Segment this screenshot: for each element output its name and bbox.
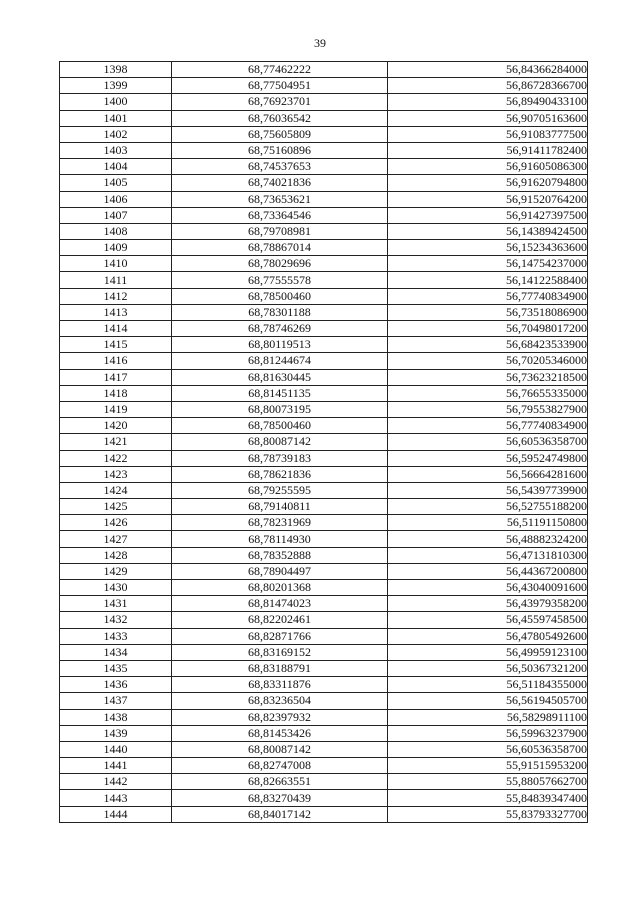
y-coordinate-cell: 56,54397739900 — [388, 482, 588, 498]
point-number-cell: 1425 — [60, 499, 172, 515]
y-coordinate-cell: 56,84366284000 — [388, 62, 588, 78]
y-coordinate-cell: 56,70205346000 — [388, 353, 588, 369]
point-number-cell: 1398 — [60, 62, 172, 78]
table-row — [60, 159, 588, 175]
table-row — [60, 580, 588, 596]
table-row — [60, 353, 588, 369]
y-coordinate-cell: 56,90705163600 — [388, 110, 588, 126]
x-coordinate-cell: 68,82871766 — [172, 628, 388, 644]
table-row — [60, 612, 588, 628]
y-coordinate-cell: 56,15234363600 — [388, 240, 588, 256]
table-row — [60, 256, 588, 272]
x-coordinate-cell: 68,74537653 — [172, 159, 388, 175]
y-coordinate-cell: 56,43040091600 — [388, 580, 588, 596]
point-number-cell: 1415 — [60, 337, 172, 353]
x-coordinate-cell: 68,82747008 — [172, 758, 388, 774]
x-coordinate-cell: 68,83169152 — [172, 644, 388, 660]
x-coordinate-cell: 68,81474023 — [172, 596, 388, 612]
page-number: 39 — [314, 36, 326, 50]
table-row — [60, 434, 588, 450]
table-row — [60, 709, 588, 725]
y-coordinate-cell: 56,91520764200 — [388, 191, 588, 207]
y-coordinate-cell: 56,58298911100 — [388, 709, 588, 725]
point-number-cell: 1428 — [60, 547, 172, 563]
point-number-cell: 1420 — [60, 418, 172, 434]
y-coordinate-cell: 56,56664281600 — [388, 466, 588, 482]
y-coordinate-cell: 56,76655335000 — [388, 385, 588, 401]
table-row — [60, 466, 588, 482]
table-row — [60, 628, 588, 644]
table-row — [60, 482, 588, 498]
y-coordinate-cell: 56,14389424500 — [388, 223, 588, 239]
y-coordinate-cell: 56,91083777500 — [388, 126, 588, 142]
point-number-cell: 1407 — [60, 207, 172, 223]
x-coordinate-cell: 68,78739183 — [172, 450, 388, 466]
point-number-cell: 1444 — [60, 806, 172, 822]
x-coordinate-cell: 68,78029696 — [172, 256, 388, 272]
x-coordinate-cell: 68,73364546 — [172, 207, 388, 223]
y-coordinate-cell: 56,77740834900 — [388, 288, 588, 304]
x-coordinate-cell: 68,80087142 — [172, 434, 388, 450]
x-coordinate-cell: 68,78500460 — [172, 418, 388, 434]
table-row — [60, 515, 588, 531]
y-coordinate-cell: 56,59524749800 — [388, 450, 588, 466]
point-number-cell: 1414 — [60, 321, 172, 337]
x-coordinate-cell: 68,76036542 — [172, 110, 388, 126]
point-number-cell: 1421 — [60, 434, 172, 450]
x-coordinate-cell: 68,81451135 — [172, 385, 388, 401]
x-coordinate-cell: 68,79255595 — [172, 482, 388, 498]
table-row — [60, 418, 588, 434]
table-row — [60, 563, 588, 579]
table-row — [60, 450, 588, 466]
table-row — [60, 78, 588, 94]
y-coordinate-cell: 56,68423533900 — [388, 337, 588, 353]
x-coordinate-cell: 68,78867014 — [172, 240, 388, 256]
point-number-cell: 1402 — [60, 126, 172, 142]
x-coordinate-cell: 68,82202461 — [172, 612, 388, 628]
table-row — [60, 660, 588, 676]
y-coordinate-cell: 55,83793327700 — [388, 806, 588, 822]
table-row — [60, 806, 588, 822]
point-number-cell: 1434 — [60, 644, 172, 660]
y-coordinate-cell: 56,45597458500 — [388, 612, 588, 628]
table-row — [60, 110, 588, 126]
x-coordinate-cell: 68,80201368 — [172, 580, 388, 596]
table-row — [60, 223, 588, 239]
y-coordinate-cell: 56,70498017200 — [388, 321, 588, 337]
point-number-cell: 1401 — [60, 110, 172, 126]
y-coordinate-cell: 56,91427397500 — [388, 207, 588, 223]
x-coordinate-cell: 68,78746269 — [172, 321, 388, 337]
y-coordinate-cell: 56,56194505700 — [388, 693, 588, 709]
x-coordinate-cell: 68,78904497 — [172, 563, 388, 579]
y-coordinate-cell: 56,59963237900 — [388, 725, 588, 741]
x-coordinate-cell: 68,80073195 — [172, 401, 388, 417]
table-row — [60, 191, 588, 207]
table-row — [60, 288, 588, 304]
x-coordinate-cell: 68,83311876 — [172, 677, 388, 693]
table-row — [60, 337, 588, 353]
point-number-cell: 1438 — [60, 709, 172, 725]
x-coordinate-cell: 68,81453426 — [172, 725, 388, 741]
point-number-cell: 1400 — [60, 94, 172, 110]
point-number-cell: 1406 — [60, 191, 172, 207]
x-coordinate-cell: 68,79140811 — [172, 499, 388, 515]
table-row — [60, 499, 588, 515]
point-number-cell: 1430 — [60, 580, 172, 596]
y-coordinate-cell: 56,73518086900 — [388, 304, 588, 320]
x-coordinate-cell: 68,76923701 — [172, 94, 388, 110]
table-row — [60, 677, 588, 693]
table-row — [60, 142, 588, 158]
y-coordinate-cell: 56,44367200800 — [388, 563, 588, 579]
x-coordinate-cell: 68,77462222 — [172, 62, 388, 78]
table-row — [60, 596, 588, 612]
x-coordinate-cell: 68,78500460 — [172, 288, 388, 304]
point-number-cell: 1431 — [60, 596, 172, 612]
table-row — [60, 385, 588, 401]
x-coordinate-cell: 68,81244674 — [172, 353, 388, 369]
point-number-cell: 1440 — [60, 741, 172, 757]
point-number-cell: 1416 — [60, 353, 172, 369]
point-number-cell: 1424 — [60, 482, 172, 498]
x-coordinate-cell: 68,78352888 — [172, 547, 388, 563]
point-number-cell: 1409 — [60, 240, 172, 256]
point-number-cell: 1413 — [60, 304, 172, 320]
point-number-cell: 1426 — [60, 515, 172, 531]
y-coordinate-cell: 56,14122588400 — [388, 272, 588, 288]
table-row — [60, 62, 588, 78]
table-row — [60, 272, 588, 288]
point-number-cell: 1405 — [60, 175, 172, 191]
y-coordinate-cell: 56,73623218500 — [388, 369, 588, 385]
point-number-cell: 1410 — [60, 256, 172, 272]
point-number-cell: 1412 — [60, 288, 172, 304]
point-number-cell: 1437 — [60, 693, 172, 709]
y-coordinate-cell: 55,88057662700 — [388, 774, 588, 790]
x-coordinate-cell: 68,80119513 — [172, 337, 388, 353]
table-row — [60, 644, 588, 660]
y-coordinate-cell: 55,84839347400 — [388, 790, 588, 806]
table-row — [60, 547, 588, 563]
x-coordinate-cell: 68,78114930 — [172, 531, 388, 547]
y-coordinate-cell: 55,91515953200 — [388, 758, 588, 774]
point-number-cell: 1417 — [60, 369, 172, 385]
table-row — [60, 401, 588, 417]
point-number-cell: 1427 — [60, 531, 172, 547]
y-coordinate-cell: 56,51184355000 — [388, 677, 588, 693]
y-coordinate-cell: 56,91620794800 — [388, 175, 588, 191]
table-row — [60, 758, 588, 774]
coordinates-table — [59, 61, 588, 823]
x-coordinate-cell: 68,82397932 — [172, 709, 388, 725]
coordinates-table-body — [60, 62, 588, 823]
x-coordinate-cell: 68,77555578 — [172, 272, 388, 288]
table-row — [60, 693, 588, 709]
x-coordinate-cell: 68,83236504 — [172, 693, 388, 709]
point-number-cell: 1404 — [60, 159, 172, 175]
table-row — [60, 725, 588, 741]
x-coordinate-cell: 68,82663551 — [172, 774, 388, 790]
x-coordinate-cell: 68,74021836 — [172, 175, 388, 191]
x-coordinate-cell: 68,78301188 — [172, 304, 388, 320]
table-row — [60, 790, 588, 806]
table-row — [60, 94, 588, 110]
point-number-cell: 1435 — [60, 660, 172, 676]
point-number-cell: 1432 — [60, 612, 172, 628]
x-coordinate-cell: 68,83188791 — [172, 660, 388, 676]
y-coordinate-cell: 56,49959123100 — [388, 644, 588, 660]
table-row — [60, 207, 588, 223]
x-coordinate-cell: 68,77504951 — [172, 78, 388, 94]
y-coordinate-cell: 56,91605086300 — [388, 159, 588, 175]
y-coordinate-cell: 56,43979358200 — [388, 596, 588, 612]
y-coordinate-cell: 56,47805492600 — [388, 628, 588, 644]
x-coordinate-cell: 68,80087142 — [172, 741, 388, 757]
x-coordinate-cell: 68,75605809 — [172, 126, 388, 142]
y-coordinate-cell: 56,48882324200 — [388, 531, 588, 547]
x-coordinate-cell: 68,83270439 — [172, 790, 388, 806]
x-coordinate-cell: 68,79708981 — [172, 223, 388, 239]
table-row — [60, 240, 588, 256]
point-number-cell: 1433 — [60, 628, 172, 644]
x-coordinate-cell: 68,84017142 — [172, 806, 388, 822]
point-number-cell: 1443 — [60, 790, 172, 806]
y-coordinate-cell: 56,89490433100 — [388, 94, 588, 110]
table-row — [60, 321, 588, 337]
point-number-cell: 1436 — [60, 677, 172, 693]
table-row — [60, 369, 588, 385]
x-coordinate-cell: 68,81630445 — [172, 369, 388, 385]
point-number-cell: 1429 — [60, 563, 172, 579]
table-row — [60, 774, 588, 790]
point-number-cell: 1399 — [60, 78, 172, 94]
point-number-cell: 1419 — [60, 401, 172, 417]
y-coordinate-cell: 56,47131810300 — [388, 547, 588, 563]
point-number-cell: 1403 — [60, 142, 172, 158]
x-coordinate-cell: 68,78621836 — [172, 466, 388, 482]
y-coordinate-cell: 56,77740834900 — [388, 418, 588, 434]
point-number-cell: 1423 — [60, 466, 172, 482]
y-coordinate-cell: 56,51191150800 — [388, 515, 588, 531]
y-coordinate-cell: 56,60536358700 — [388, 741, 588, 757]
y-coordinate-cell: 56,50367321200 — [388, 660, 588, 676]
x-coordinate-cell: 68,78231969 — [172, 515, 388, 531]
table-row — [60, 304, 588, 320]
x-coordinate-cell: 68,73653621 — [172, 191, 388, 207]
y-coordinate-cell: 56,91411782400 — [388, 142, 588, 158]
table-row — [60, 126, 588, 142]
point-number-cell: 1441 — [60, 758, 172, 774]
point-number-cell: 1422 — [60, 450, 172, 466]
y-coordinate-cell: 56,60536358700 — [388, 434, 588, 450]
point-number-cell: 1411 — [60, 272, 172, 288]
y-coordinate-cell: 56,86728366700 — [388, 78, 588, 94]
table-row — [60, 531, 588, 547]
point-number-cell: 1408 — [60, 223, 172, 239]
y-coordinate-cell: 56,52755188200 — [388, 499, 588, 515]
point-number-cell: 1439 — [60, 725, 172, 741]
table-row — [60, 741, 588, 757]
point-number-cell: 1442 — [60, 774, 172, 790]
y-coordinate-cell: 56,14754237000 — [388, 256, 588, 272]
point-number-cell: 1418 — [60, 385, 172, 401]
y-coordinate-cell: 56,79553827900 — [388, 401, 588, 417]
table-row — [60, 175, 588, 191]
x-coordinate-cell: 68,75160896 — [172, 142, 388, 158]
